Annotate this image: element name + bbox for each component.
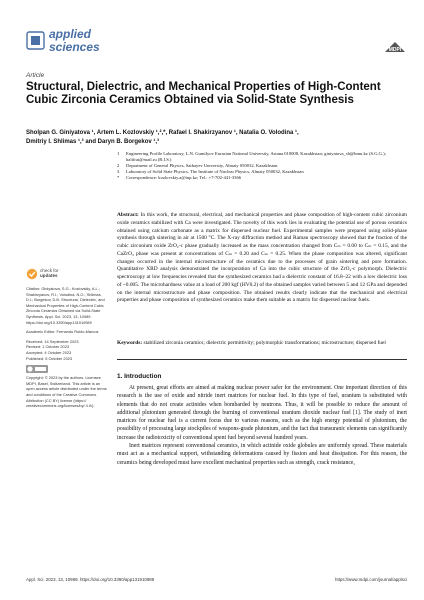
abstract-text: In this work, the structural, electrical, and mechanical properties and phase composition of high-content cubic zirconium oxide ceramics stabilized with Ca were investigated. The novelty of this work lies in evaluating the potential use of porous ceramics obtained using calcium carbonate as a matrix for dispersed nuclear fuel. Experimental samples were prepared using solid-phase synthesis through sintering in air at 1500 °C. The X-ray diffraction method and Raman spectroscopy showed that the fraction of the cubic zirconium oxide ZrO₂-c phase gradually increased as the mass concentration changed from Cₘ = 0.00 to Cₘ = 0.15, and the CaZrO₃ phase was present at concentrations of Cₘ = 0.20 and Cₘ = 0.25. When the phase composition was altered, significant changes occurred in the internal microstructure of the ceramics due to the processes of grain sintering and pore formation. Quantitative XRD analysis demonstrated the incorporation of Ca into the cubic structure of the ZrO₂-c polymorph. Dielectric spectroscopy at low frequencies revealed that the synthesized ceramics had a dielectric constant of 16.8–22 with a low dielectric loss of ~0.005. The microhardness value at a load of 200 kgf (HV0.2) of the obtained samples varied between 5 and 12 GPa and depended on the internal microstructure and phase composition. The obtained results clearly indicate that the mechanical and electrical properties and phase composition of synthesized ceramics make them suitable as a matrix for dispersed nuclear fuels. [117,212,407,304]
date-accepted: Accepted: 4 October 2023 [26,349,72,355]
affiliation-2: 2 Department of General Physics, Satbayev University, Almaty 050032, Kazakhstan [117,163,278,169]
academic-editor: Academic Editor: Fernando Rubio-Marcos [26,329,99,335]
authors-line-2: Dmitriy I. Shlimas ¹,³ and Daryn B. Borgekov ¹,³ [26,139,160,145]
check-updates-icon [26,268,38,280]
intro-paragraph-1: At present, great efforts are aimed at making nuclear power safer for the environment. One important direction of this research is the use of oxide and nitride inert matrices for nuclear fuel. In this type of fuel, uranium is substituted with elements that do not create actinides when bombarded by neutrons. Thus, it will be possible to reduce the amount of additional plutonium generated through the burning of conventional uranium dioxide nuclear fuel [1]. The study of inert matrices for nuclear fuel is a current focus due to various reasons, such as the high energy potential of plutonium, the possibility of processing large stockpiles of weapons-grade plutonium, and the fact that transuranic elements can significantly increase the radiotoxicity of conventional spent fuel beyond several hundred years. [117,385,407,441]
journal-emblem-icon [26,30,46,52]
article-type: Article [26,72,45,79]
journal-name-line1: applied [49,27,92,41]
keywords-text: stabilized zirconia ceramics; dielectric permittivity; polymorphic transformations; microstructure; dispersed fuel [143,340,386,346]
sidebar-info [26,286,108,409]
journal-logo [26,26,112,66]
check-updates-line2: updates [40,273,58,279]
divider [117,359,407,360]
mdpi-logo-text: MDPI [388,47,402,53]
footer-journal-url[interactable]: https://www.mdpi.com/journal/applsci [335,577,407,582]
section-heading: 1. Introduction [117,373,162,380]
paper-title: Structural, Dielectric, and Mechanical Properties of High-Content Cubic Zirconia Ceramics Obtained via Solid-State Synthesis [26,81,381,106]
affiliations [117,151,407,181]
abstract-label: Abstract: [117,212,139,218]
introduction-body [117,384,407,467]
abstract [117,212,407,305]
citation: Citation: Giniyatova, S.G.; Kozlovskiy, A.L.; Shakirzyanov, R.I.; Volodina, N.O.; Shlimas, D.I.; Borgekov, D.B. Structural, Dielectric, and Mechanical Properties of High-Content Cubic Zirconia Ceramics Obtained via Solid-State Synthesis. Appl. Sci. 2023, 13, 10989. https://doi.org/10.3390/app131910989 [26,286,105,325]
keywords [117,340,407,348]
copyright: Copyright: © 2023 by the authors. Licensee MDPI, Basel, Switzerland. This article is an open access article distributed under the terms and conditions of the Creative Commons Attribution (CC BY) license (https:// creativecommons.org/licenses/by/ 4.0/). [26,375,107,409]
affiliation-1: 1 Engineering Profile Laboratory, L.N. Gumilyov Eurasian National University, Astana 010008, Kazakhstan; giniyatova_sh@bmu.kz (S.G.G.); halifrai@mail.ru (R.I.S.) [117,151,386,163]
page-footer [26,577,407,582]
date-revised: Revised: 1 October 2023 [26,344,70,350]
date-published: Published: 5 October 2023 [26,355,73,361]
date-received: Received: 14 September 2023 [26,338,79,344]
correspondence: * Correspondence: kozlovskiy.a@inp.kz; Tel.: +7-702-441-3366 [117,175,242,181]
keywords-label: Keywords: [117,340,143,346]
authors-line-1: Sholpan G. Giniyatova ¹, Artem L. Kozlovskiy ¹,²,*, Rafael I. Shakirzyanov ¹, Natalia O. Volodina ¹, [26,130,299,136]
cc-by-icon [26,365,48,373]
affiliation-3: 3 Laboratory of Solid State Physics, The Institute of Nuclear Physics, Almaty 050032, Kazakhstan [117,169,304,175]
intro-paragraph-2: Inert matrices represent conventional ceramics, in which actinide oxide globules are uniformly spread. These materials must act as a mechanical support, withstanding deformations caused by fission and heat dissipation. For this reason, the ceramics being developed must have excellent mechanical properties such as strength, crack resistance, [117,443,407,466]
check-updates-line1: check for [40,268,59,273]
footer-citation[interactable]: Appl. Sci. 2023, 13, 10989. https://doi.org/10.3390/app131910989 [26,577,155,582]
mdpi-logo [384,40,406,54]
author-list [26,129,406,147]
journal-name-line2: sciences [49,40,100,54]
check-for-updates-badge[interactable] [26,266,66,282]
